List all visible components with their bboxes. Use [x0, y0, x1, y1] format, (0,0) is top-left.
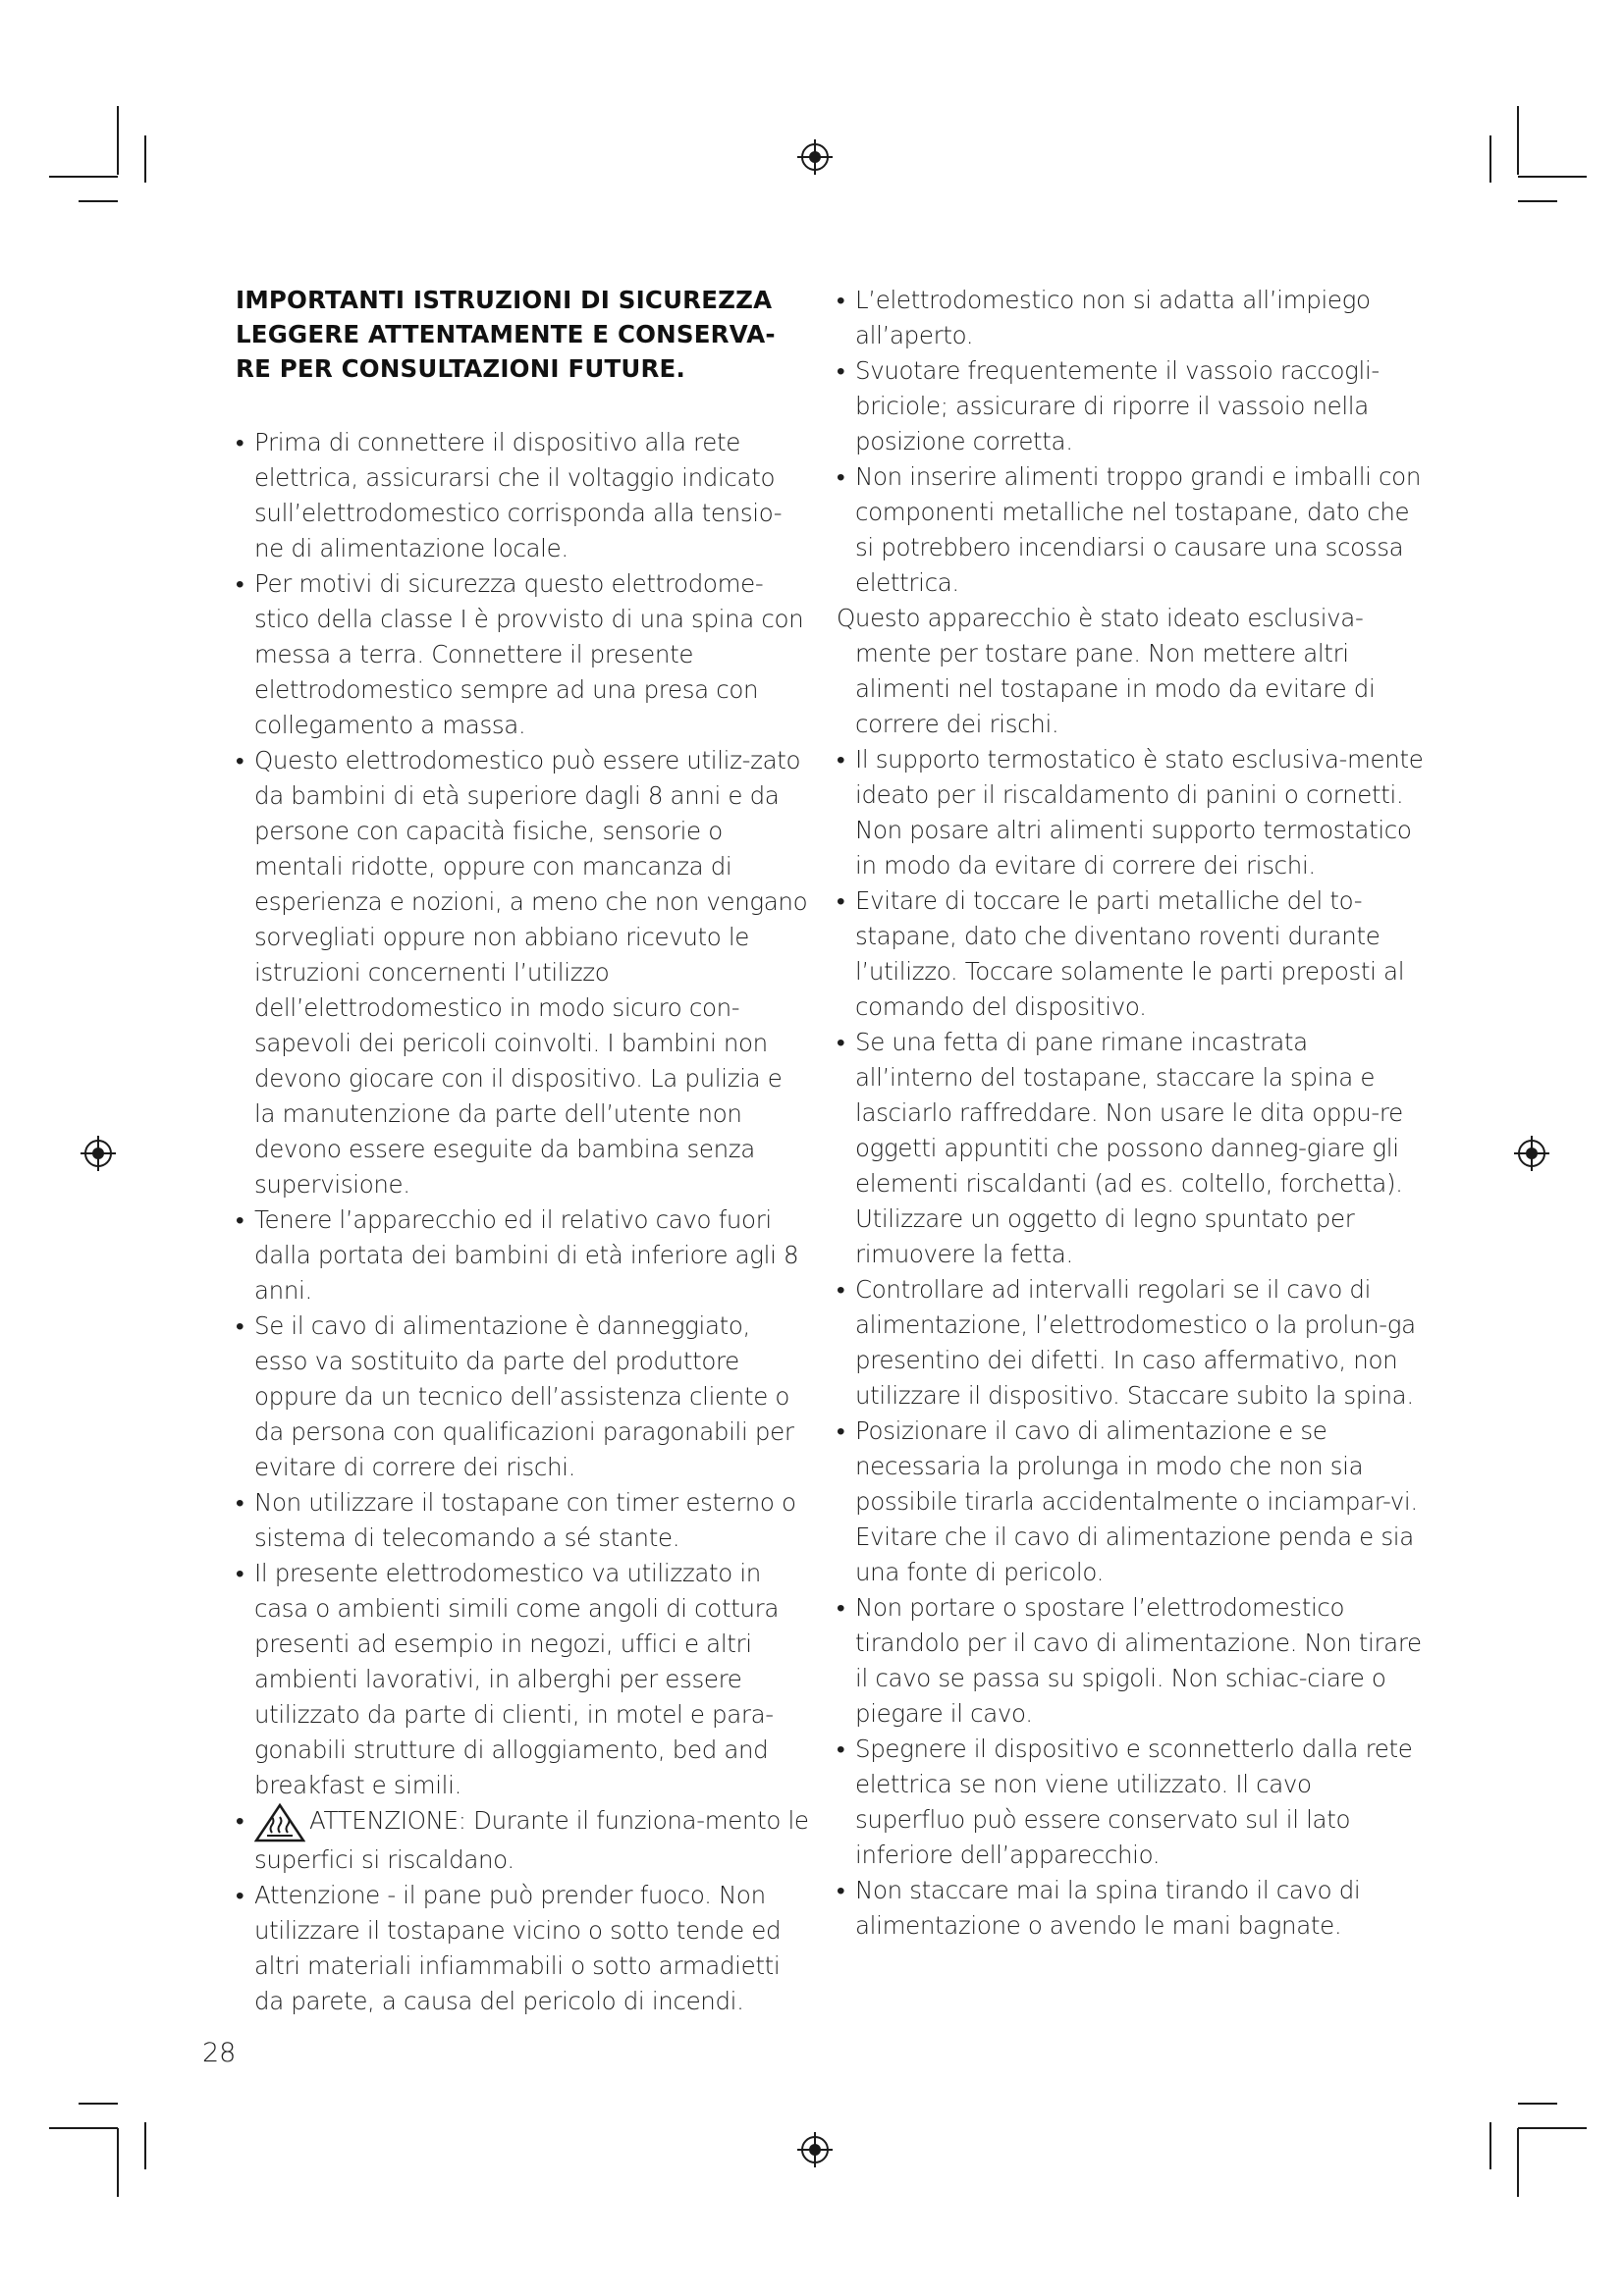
list-item: • Controllare ad intervalli regolari se il cavo di alimentazione, l’elettrodomestico o la prolun-ga presentino dei difetti. In caso affermativo, non utilizzare il dispositivo. Staccare subito la spina. [837, 1272, 1426, 1414]
list-item: • Il presente elettrodomestico va utilizzato in casa o ambienti simili come angoli di cottura presenti ad esempio in negozi, uffici e altri ambienti lavorativi, in alberghi per essere utilizzato da parte di clienti, in motel e para-gonabili strutture di alloggiamento, bed and breakfast e simili. [236, 1556, 810, 1803]
right-column [837, 283, 1426, 1944]
list-item: • Evitare di toccare le parti metalliche del to-stapane, dato che diventano roventi durante l’utilizzo. Toccare solamente le parti preposti al comando del dispositivo. [837, 883, 1426, 1025]
warning-text: ATTENZIONE: Durante il funziona-mento le superfici si riscaldano. [254, 1806, 809, 1874]
crop-mark-br-h2 [1518, 2127, 1587, 2129]
list-item: • Attenzione - il pane può prender fuoco. Non utilizzare il tostapane vicino o sotto tende ed altri materiali infiammabili o sotto armadietti da parete, a causa del pericolo di incendi. [236, 1878, 810, 2019]
list-item: • Posizionare il cavo di alimentazione e se necessaria la prolunga in modo che non sia possibile tirarla accidentalmente o inciampar-vi. Evitare che il cavo di alimentazione penda e sia una fonte di pericolo. [837, 1414, 1426, 1590]
list-item: • Non utilizzare il tostapane con timer esterno o sistema di telecomando a sé stante. [236, 1485, 810, 1556]
crop-mark-tl-v2 [144, 135, 146, 183]
hot-surface-icon [254, 1803, 305, 1842]
list-item: • L’elettrodomestico non si adatta all’impiego all’aperto. [837, 283, 1426, 353]
registration-mark-left-icon [79, 1134, 118, 1173]
crop-mark-bl-h2 [49, 2127, 118, 2129]
crop-mark-br-v2 [1489, 2122, 1491, 2169]
right-safety-list [837, 283, 1426, 1944]
plain-paragraph: Questo apparecchio è stato ideato esclusiva-mente per tostare pane. Non mettere altri alimenti nel tostapane in modo da evitare di correre dei rischi. [837, 604, 1376, 738]
list-item: • Per motivi di sicurezza questo elettrodome-stico della classe I è provvisto di una spina con messa a terra. Connettere il presente elettrodomestico sempre ad una presa con collegamento a massa. [236, 566, 810, 743]
crop-mark-bl-v [117, 2128, 119, 2197]
list-item: • Spegnere il dispositivo e sconnetterlo dalla rete elettrica se non viene utilizzato. Il cavo superfluo può essere conservato sul il lato inferiore dell’apparecchio. [837, 1732, 1426, 1873]
crop-mark-tr-h [1518, 176, 1587, 178]
crop-mark-br-v [1517, 2128, 1519, 2197]
list-item: • Non staccare mai la spina tirando il cavo di alimentazione o avendo le mani bagnate. [837, 1873, 1426, 1944]
list-item: • Non portare o spostare l’elettrodomestico tirandolo per il cavo di alimentazione. Non tirare il cavo se passa su spigoli. Non schiac-ciare o piegare il cavo. [837, 1590, 1426, 1732]
heading-line-3: RE PER CONSULTAZIONI FUTURE. [236, 354, 686, 383]
list-item: • Questo elettrodomestico può essere utiliz-zato da bambini di età superiore dagli 8 anni e da persone con capacità fisiche, sensorie o mentali ridotte, oppure con mancanza di esperienza e nozioni, a meno che non vengano sorvegliati oppure non abbiano ricevuto le istruzioni concernenti l’utilizzo dell’elettrodomestico in modo sicuro con-sapevoli dei pericoli coinvolti. I bambini non devono giocare con il dispositivo. La pulizia e la manutenzione da parte dell’utente non devono essere eseguite da bambina senza supervisione. [236, 743, 810, 1202]
left-column [236, 283, 810, 2019]
crop-mark-tl-h [49, 176, 118, 178]
heading-line-1: IMPORTANTI ISTRUZIONI DI SICUREZZA [236, 286, 773, 314]
crop-mark-bl-v2 [144, 2122, 146, 2169]
registration-mark-right-icon [1512, 1134, 1551, 1173]
registration-mark-bottom-icon [795, 2130, 835, 2169]
list-item: • Prima di connettere il dispositivo alla rete elettrica, assicurarsi che il voltaggio indicato sull’elettrodomestico corrisponda alla tensio-ne di alimentazione locale. [236, 425, 810, 566]
list-item: • Il supporto termostatico è stato esclusiva-mente ideato per il riscaldamento di panini o cornetti. Non posare altri alimenti supporto termostatico in modo da evitare di correre dei rischi. [837, 742, 1426, 883]
safety-heading [236, 283, 810, 386]
crop-mark-tr-v [1517, 106, 1519, 175]
crop-mark-tl-h2 [79, 200, 118, 202]
warning-list-item [236, 1803, 810, 1878]
crop-mark-br-h [1518, 2103, 1557, 2105]
crop-mark-tr-v2 [1489, 135, 1491, 183]
left-safety-list [236, 425, 810, 2019]
list-item: • Se il cavo di alimentazione è danneggiato, esso va sostituito da parte del produttore oppure da un tecnico dell’assistenza cliente o da persona con qualificazioni paragonabili per evitare di correre dei rischi. [236, 1308, 810, 1485]
list-item: • Svuotare frequentemente il vassoio raccogli-briciole; assicurare di riporre il vassoio nella posizione corretta. [837, 353, 1426, 459]
list-item: • Se una fetta di pane rimane incastrata all’interno del tostapane, staccare la spina e lasciarlo raffreddare. Non usare le dita oppu-re oggetti appuntiti che possono danneg-giare gli elementi riscaldanti (ad es. coltello, forchetta). Utilizzare un oggetto di legno spuntato per rimuovere la fetta. [837, 1025, 1426, 1272]
page-number: 28 [202, 2038, 237, 2068]
crop-mark-bl-h [79, 2103, 118, 2105]
registration-mark-top-icon [795, 137, 835, 177]
list-item: • Non inserire alimenti troppo grandi e imballi con componenti metalliche nel tostapane, dato che si potrebbero incendiarsi o causare una scossa elettrica. [837, 459, 1426, 601]
crop-mark-tl-v [117, 106, 119, 175]
crop-mark-tr-h2 [1518, 200, 1557, 202]
list-item: • Tenere l’apparecchio ed il relativo cavo fuori dalla portata dei bambini di età inferiore agli 8 anni. [236, 1202, 810, 1308]
heading-line-2: LEGGERE ATTENTAMENTE E CONSERVA- [236, 320, 776, 348]
